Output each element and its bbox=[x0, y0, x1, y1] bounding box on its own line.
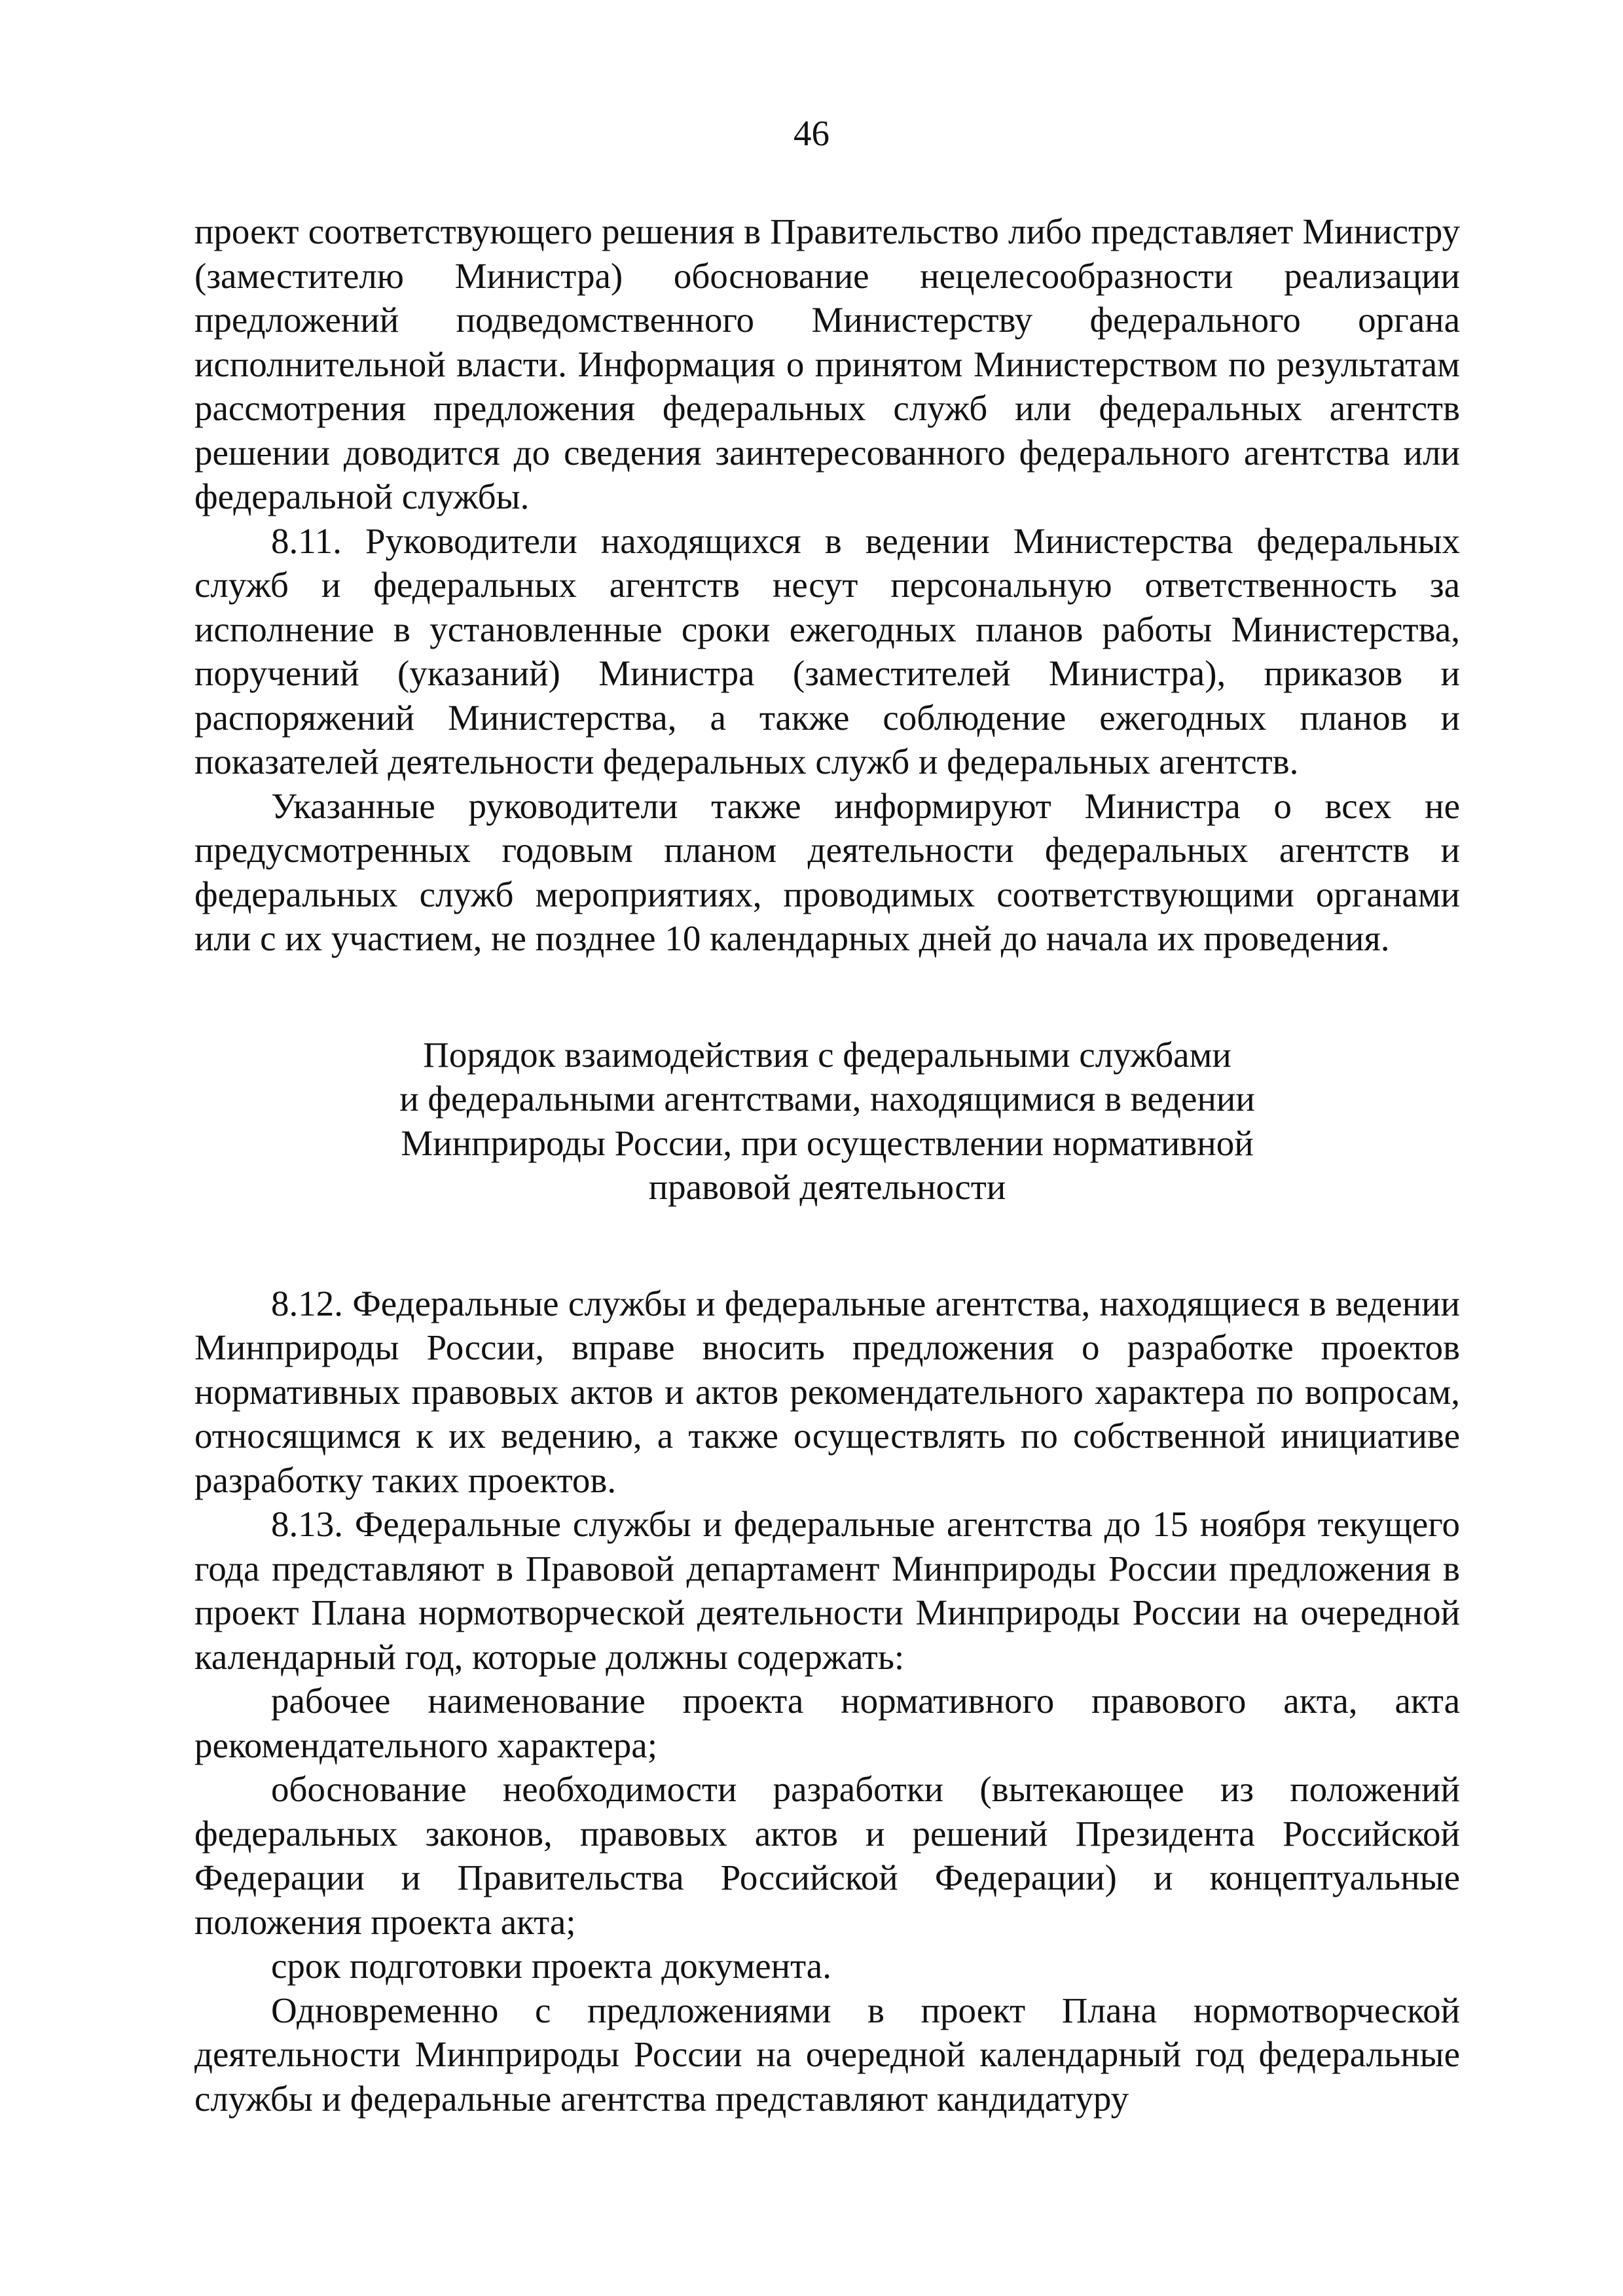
paragraph-8-11: 8.11. Руководители находящихся в ведении Министерства федеральных служб и федеральных агентств несут персональную ответственность за исполнение в установленные сроки ежегодных планов работы Министерства, поручений (указаний) Министра (заместителей Министра), приказов и распоряжений Министерства, а также соблюдение ежегодных планов и показателей деятельности федеральных служб и федеральных агентств. bbox=[194, 520, 1460, 781]
paragraph-8-13: 8.13. Федеральные службы и федеральные агентства до 15 ноября текущего года представляют в Правовой департамент Минприроды России предложения в проект Плана нормотворческой деятельности Минприроды России на очередной календарный год, которые должны содержать: bbox=[194, 1504, 1460, 1677]
section-heading-line: и федеральными агентствами, находящимися в ведении bbox=[399, 1079, 1255, 1119]
list-item-justification: обоснование необходимости разработки (вытекающее из положений федеральных законов, правовых актов и решений Президента Российской Федерации и Правительства Российской Федерации) и концептуальные положения проекта акта; bbox=[194, 1769, 1460, 1942]
section-heading bbox=[194, 1033, 1460, 1210]
section-heading-line: Порядок взаимодействия с федеральными службами bbox=[423, 1034, 1231, 1075]
document-body bbox=[194, 209, 1460, 2121]
page-number: 46 bbox=[793, 113, 830, 153]
section-heading-line: правовой деятельности bbox=[648, 1167, 1006, 1207]
section-heading-line: Минприроды России, при осуществлении нормативной bbox=[401, 1122, 1254, 1163]
paragraph-continuation: проект соответствующего решения в Правительство либо представляет Министру (заместителю Министра) обоснование нецелесообразности реализации предложений подведомственного Министерству федерального органа исполнительной власти. Информация о принятом Министерством по результатам рассмотрения предложения федеральных служб или федеральных агентств решении доводится до сведения заинтересованного федерального агентства или федеральной службы. bbox=[194, 211, 1460, 516]
list-item-working-title: рабочее наименование проекта нормативного правового акта, акта рекомендательного характера; bbox=[194, 1681, 1460, 1765]
paragraph-simultaneously: Одновременно с предложениями в проект Плана нормотворческой деятельности Минприроды России на очередной календарный год федеральные службы и федеральные агентства представляют кандидатуру bbox=[194, 1990, 1460, 2119]
paragraph-heads-inform: Указанные руководители также информируют Министра о всех не предусмотренных годовым планом деятельности федеральных агентств и федеральных служб мероприятиях, проводимых соответствующими органами или с их участием, не позднее 10 календарных дней до начала их проведения. bbox=[194, 785, 1460, 958]
list-item-deadline: срок подготовки проекта документа. bbox=[271, 1946, 831, 1986]
paragraph-8-12: 8.12. Федеральные службы и федеральные агентства, находящиеся в ведении Минприроды России, вправе вносить предложения о разработке проектов нормативных правовых актов и актов рекомендательного характера по вопросам, относящимся к их ведению, а также осуществлять по собственной инициативе разработку таких проектов. bbox=[194, 1283, 1460, 1500]
